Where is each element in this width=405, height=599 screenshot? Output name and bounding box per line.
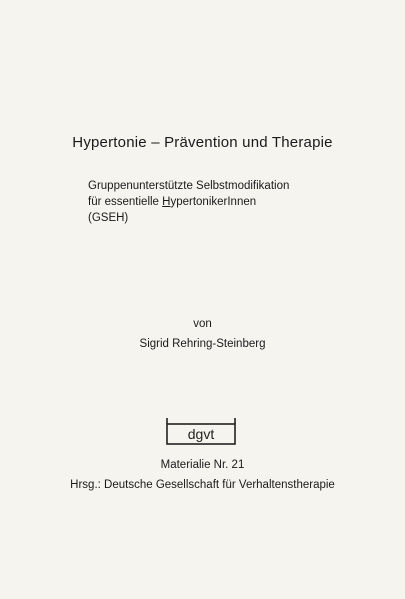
publisher-line: Hrsg.: Deutsche Gesellschaft für Verhaltenstherapie	[70, 479, 335, 491]
subtitle-line-2-underlined: H	[162, 196, 171, 208]
subtitle-line-2-prefix: für essentielle	[88, 196, 163, 208]
dgvt-logo-icon	[165, 416, 237, 446]
subtitle-line-2	[88, 194, 289, 210]
series-number: Materialie Nr. 21	[160, 459, 245, 471]
book-title: Hypertonie – Prävention und Therapie	[72, 134, 333, 151]
logo-text: dgvt	[187, 426, 215, 442]
by-label: von	[193, 318, 212, 330]
author-name: Sigrid Rehring-Steinberg	[139, 338, 266, 350]
book-subtitle	[88, 178, 289, 226]
subtitle-line-3: (GSEH)	[88, 212, 129, 224]
subtitle-line-2-suffix: ypertonikerInnen	[170, 196, 257, 208]
subtitle-line-1: Gruppenunterstützte Selbstmodifikation	[88, 180, 290, 192]
